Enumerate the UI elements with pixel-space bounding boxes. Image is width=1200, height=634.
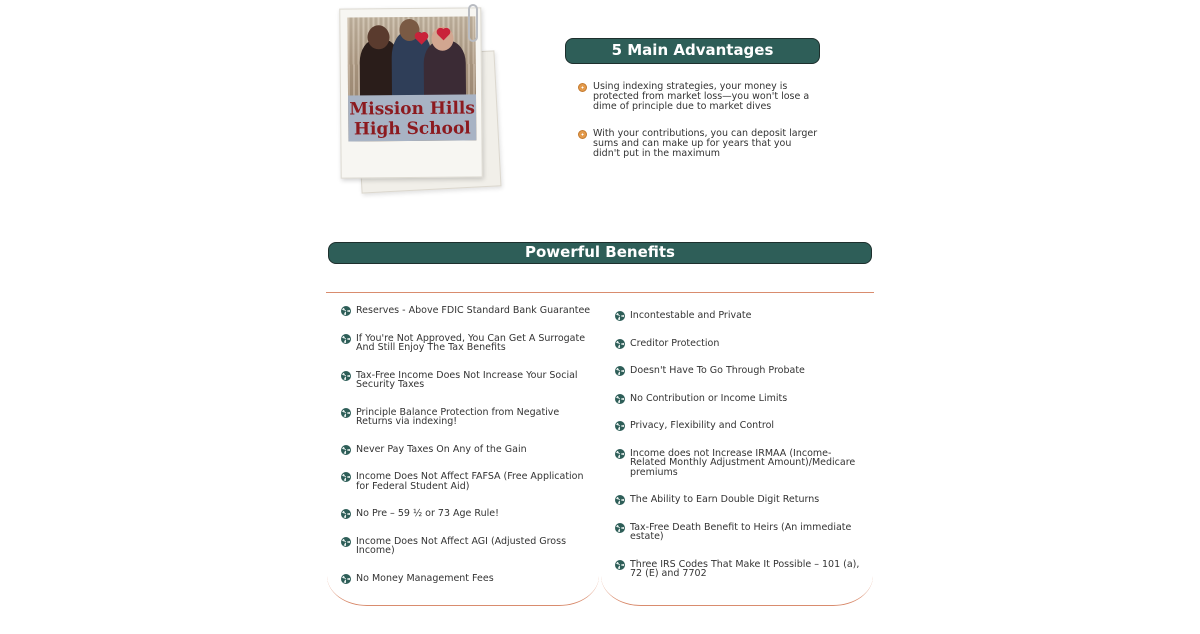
- polaroid-photo-group: [338, 4, 508, 194]
- list-item: [615, 366, 865, 376]
- bullet-icon: [615, 495, 625, 505]
- benefit-text: If You're Not Approved, You Can Get A Surrogate And Still Enjoy The Tax Benefits: [356, 332, 586, 353]
- benefit-text: Never Pay Taxes On Any of the Gain: [356, 443, 527, 455]
- bullet-icon: [615, 339, 625, 349]
- bullet-icon: [341, 306, 351, 316]
- benefit-text: Tax-Free Income Does Not Increase Your Social Security Taxes: [356, 369, 578, 390]
- list-item: [615, 339, 865, 349]
- list-item: [341, 334, 591, 353]
- list-item: [615, 523, 865, 542]
- benefit-text: The Ability to Earn Double Digit Returns: [630, 494, 820, 505]
- bullet-icon: [341, 445, 351, 455]
- benefit-text: No Money Management Fees: [356, 572, 494, 584]
- list-item: [341, 472, 591, 491]
- list-item: [615, 560, 865, 579]
- benefit-text: No Pre – 59 ½ or 73 Age Rule!: [356, 508, 499, 519]
- benefit-text: Three IRS Codes That Make It Possible – 101 (a), 72 (E) and 7702: [630, 558, 860, 579]
- benefit-text: No Contribution or Income Limits: [630, 392, 788, 404]
- bullet-icon: [615, 394, 625, 404]
- benefit-text: Creditor Protection: [630, 337, 720, 349]
- benefit-text: Doesn't Have To Go Through Probate: [630, 365, 805, 376]
- sign-line: Mission Hills: [349, 98, 475, 120]
- bullet-icon: [341, 537, 351, 547]
- list-item: [341, 574, 591, 584]
- list-item: [615, 311, 865, 321]
- list-item: [615, 421, 865, 431]
- bullet-icon: [341, 408, 351, 418]
- bullet-icon: [341, 472, 351, 482]
- list-item: [341, 371, 591, 390]
- section-divider: [326, 292, 874, 293]
- bullet-icon: [615, 366, 625, 376]
- group-photo: [347, 16, 476, 141]
- bullet-icon: [341, 371, 351, 381]
- benefit-text: Incontestable and Private: [630, 310, 752, 321]
- list-item: [615, 394, 865, 404]
- advantage-text: Using indexing strategies, your money is protected from market loss—you won't lose a dime of principle due to market dives: [593, 81, 810, 112]
- bullet-icon: [615, 311, 625, 321]
- benefit-text: Income does not Increase IRMAA (Income-Related Monthly Adjustment Amount)/Medicare premiums: [630, 447, 856, 478]
- person-head: [367, 25, 389, 49]
- list-item: [615, 495, 865, 505]
- paperclip-icon: [468, 4, 478, 42]
- list-item: [578, 82, 818, 112]
- benefit-text: Tax-Free Death Benefit to Heirs (An immediate estate): [630, 521, 852, 542]
- advantage-text: With your contributions, you can deposit larger sums and can make up for years that you didn't put in the maximum: [593, 128, 818, 159]
- advantages-list: [578, 82, 818, 176]
- list-item: [341, 537, 591, 556]
- polaroid-frame: [339, 7, 482, 178]
- benefits-column-left: [327, 296, 599, 606]
- benefit-text: Principle Balance Protection from Negative Returns via indexing!: [356, 406, 560, 427]
- benefits-list-left: [341, 306, 591, 583]
- bullet-icon: [615, 560, 625, 570]
- bullet-icon: [341, 334, 351, 344]
- benefits-heading: Powerful Benefits: [328, 242, 872, 264]
- benefit-text: Privacy, Flexibility and Control: [630, 420, 775, 431]
- list-item: [341, 408, 591, 427]
- bullet-icon: [615, 449, 625, 459]
- bullet-icon: [615, 523, 625, 533]
- list-item: [615, 449, 865, 478]
- bullet-icon: [341, 509, 351, 519]
- advantages-heading: 5 Main Advantages: [565, 38, 820, 64]
- benefit-text: Income Does Not Affect AGI (Adjusted Gross Income): [356, 535, 567, 556]
- benefits-column-right: [601, 296, 873, 606]
- school-sign: [348, 94, 476, 141]
- bullet-icon: [578, 83, 587, 92]
- bullet-icon: [341, 574, 351, 584]
- list-item: [578, 129, 818, 159]
- list-item: [341, 445, 591, 455]
- bullet-icon: [578, 130, 587, 139]
- bullet-icon: [615, 421, 625, 431]
- benefit-text: Reserves - Above FDIC Standard Bank Guarantee: [356, 305, 591, 316]
- benefits-list-right: [615, 311, 865, 579]
- sign-line: High School: [353, 118, 471, 140]
- benefit-text: Income Does Not Affect FAFSA (Free Application for Federal Student Aid): [356, 471, 584, 492]
- list-item: [341, 306, 591, 316]
- list-item: [341, 509, 591, 519]
